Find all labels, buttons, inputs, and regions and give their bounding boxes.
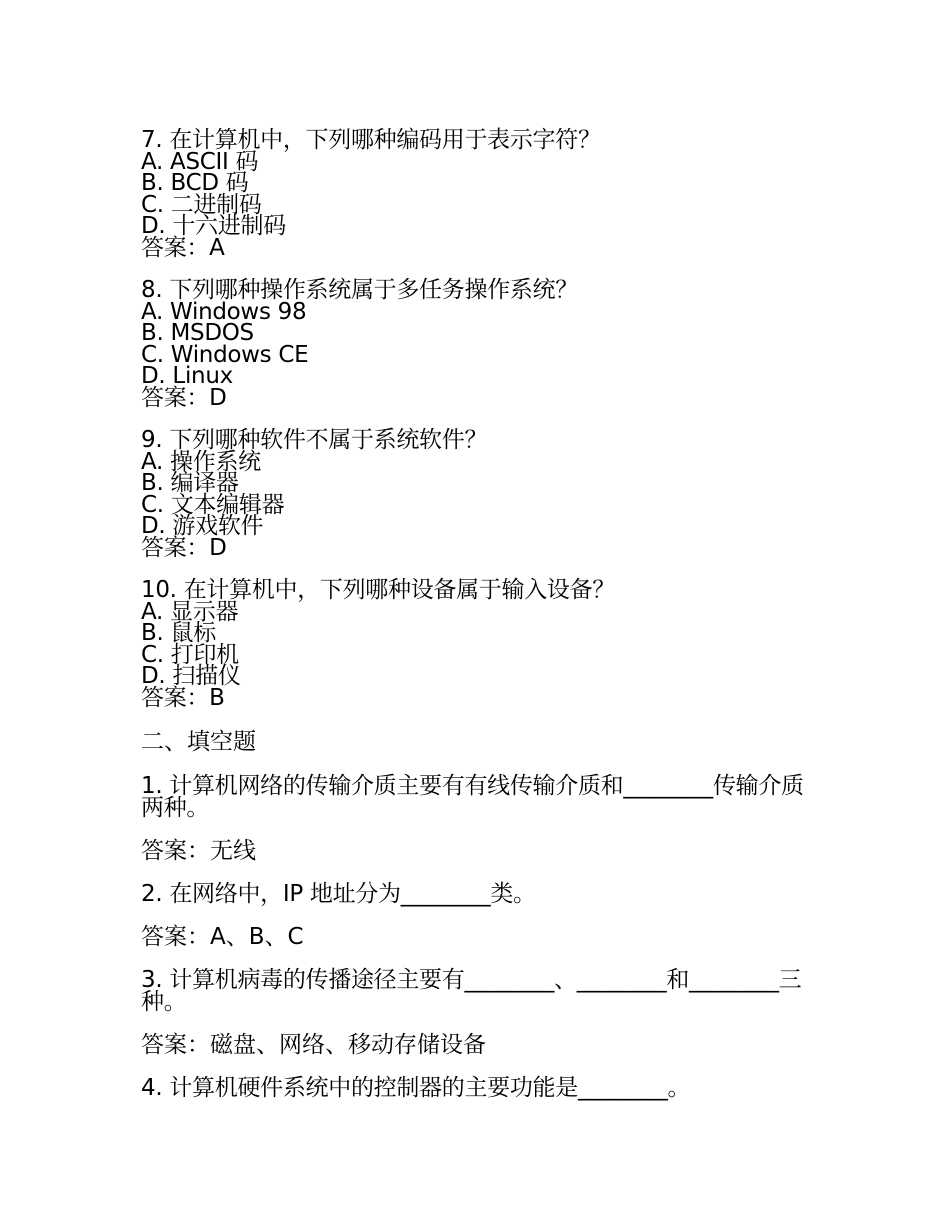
question-9 — [141, 427, 821, 561]
option-a: A. 显示器 — [141, 598, 239, 625]
option-c: C. 打印机 — [141, 641, 239, 668]
option-b: B. MSDOS — [141, 320, 254, 346]
fill-blank-answer-3: 答案：磁盘、网络、移动存储设备 — [141, 1032, 486, 1058]
option-c: C. Windows CE — [141, 341, 309, 368]
option-a: A. ASCII 码 — [141, 148, 259, 175]
option-b: B. BCD 码 — [141, 170, 249, 196]
option-b: B. 鼠标 — [141, 620, 216, 646]
answer: 答案：D — [141, 534, 227, 561]
fill-blank-question-1: 1. 计算机网络的传输介质主要有有线传输介质和________传输介质两种。 — [141, 773, 804, 821]
option-d: D. 扫描仪 — [141, 663, 241, 689]
document-content — [141, 127, 821, 1119]
answer: 答案：A — [141, 234, 225, 261]
question-10 — [141, 577, 821, 711]
option-b: B. 编译器 — [141, 470, 239, 496]
question-stem: 7. 在计算机中，下列哪种编码用于表示字符？ — [141, 127, 601, 153]
option-d: D. 游戏软件 — [141, 513, 264, 539]
fill-blank-question-3: 3. 计算机病毒的传播途径主要有________、________和________三种。 — [141, 967, 802, 1015]
fill-blank-answer-2: 答案：A、B、C — [141, 924, 304, 950]
option-c: C. 文本编辑器 — [141, 491, 285, 518]
option-a: A. Windows 98 — [141, 298, 307, 325]
fill-blank-question-4: 4. 计算机硬件系统中的控制器的主要功能是________。 — [141, 1075, 691, 1101]
question-stem: 9. 下列哪种软件不属于系统软件？ — [141, 427, 488, 453]
option-d: D. Linux — [141, 363, 233, 389]
option-c: C. 二进制码 — [141, 191, 262, 218]
fill-blank-question-2: 2. 在网络中，IP 地址分为________类。 — [141, 881, 536, 907]
section-title: 二、填空题 — [141, 729, 256, 755]
question-8 — [141, 277, 821, 411]
option-d: D. 十六进制码 — [141, 213, 286, 239]
option-a: A. 操作系统 — [141, 448, 261, 475]
fill-blank-answer-1: 答案：无线 — [141, 838, 256, 864]
question-stem: 8. 下列哪种操作系统属于多任务操作系统？ — [141, 277, 578, 303]
answer: 答案：D — [141, 384, 227, 411]
question-stem: 10. 在计算机中，下列哪种设备属于输入设备？ — [141, 577, 615, 603]
question-7 — [141, 127, 821, 261]
answer: 答案：B — [141, 684, 225, 711]
